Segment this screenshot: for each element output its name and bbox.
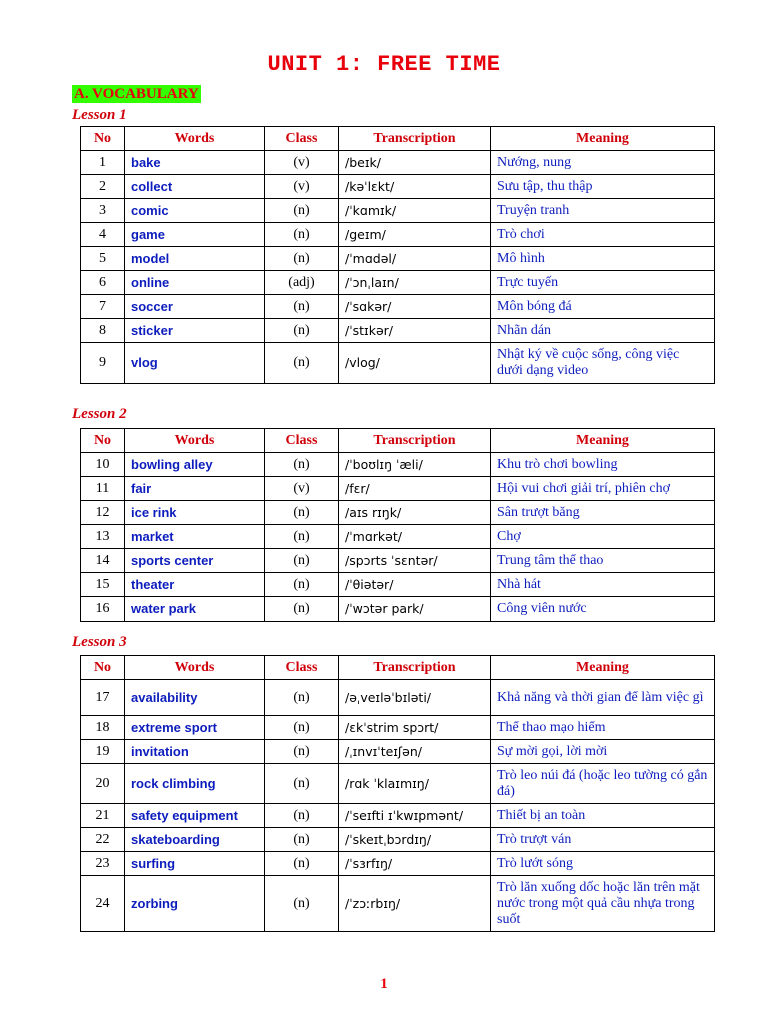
cell-class: (n) (265, 453, 339, 477)
table-row (81, 247, 715, 271)
cell-words: skateboarding (125, 828, 265, 852)
table-row (81, 549, 715, 573)
cell-words: zorbing (125, 876, 265, 932)
cell-class: (n) (265, 501, 339, 525)
column-header-transcription: Transcription (339, 656, 491, 680)
table-row (81, 271, 715, 295)
cell-meaning: Môn bóng đá (491, 295, 715, 319)
table-row (81, 876, 715, 932)
column-header-meaning: Meaning (491, 127, 715, 151)
cell-meaning: Hội vui chơi giải trí, phiên chợ (491, 477, 715, 501)
cell-words: collect (125, 175, 265, 199)
cell-class: (n) (265, 319, 339, 343)
cell-class: (n) (265, 199, 339, 223)
header-row (81, 127, 715, 151)
cell-no: 7 (81, 295, 125, 319)
cell-meaning: Trò lướt sóng (491, 852, 715, 876)
cell-transcription: /ˈzɔːrbɪŋ/ (339, 876, 491, 932)
cell-class: (adj) (265, 271, 339, 295)
cell-meaning: Thiết bị an toàn (491, 804, 715, 828)
cell-meaning: Trung tâm thể thao (491, 549, 715, 573)
cell-transcription: /rɑk ˈklaɪmɪŋ/ (339, 764, 491, 804)
lesson-1-table (80, 126, 715, 384)
cell-words: market (125, 525, 265, 549)
table-row (81, 175, 715, 199)
table-row (81, 804, 715, 828)
cell-no: 18 (81, 716, 125, 740)
cell-words: online (125, 271, 265, 295)
column-header-meaning: Meaning (491, 656, 715, 680)
cell-words: invitation (125, 740, 265, 764)
cell-words: availability (125, 680, 265, 716)
cell-meaning: Trực tuyến (491, 271, 715, 295)
cell-no: 6 (81, 271, 125, 295)
cell-transcription: /əˌveɪləˈbɪləti/ (339, 680, 491, 716)
cell-words: vlog (125, 343, 265, 384)
cell-class: (n) (265, 247, 339, 271)
cell-no: 5 (81, 247, 125, 271)
cell-class: (n) (265, 343, 339, 384)
cell-meaning: Trò chơi (491, 223, 715, 247)
cell-class: (v) (265, 477, 339, 501)
cell-class: (n) (265, 764, 339, 804)
cell-no: 23 (81, 852, 125, 876)
table-row (81, 828, 715, 852)
column-header-class: Class (265, 656, 339, 680)
cell-class: (n) (265, 852, 339, 876)
cell-class: (n) (265, 804, 339, 828)
cell-transcription: /fɛr/ (339, 477, 491, 501)
cell-transcription: /ɛkˈstrim spɔrt/ (339, 716, 491, 740)
cell-no: 4 (81, 223, 125, 247)
cell-transcription: /ˈkɑmɪk/ (339, 199, 491, 223)
cell-meaning: Nướng, nung (491, 151, 715, 175)
cell-words: model (125, 247, 265, 271)
cell-transcription: /aɪs rɪŋk/ (339, 501, 491, 525)
cell-no: 16 (81, 597, 125, 622)
table-row (81, 852, 715, 876)
cell-class: (n) (265, 828, 339, 852)
table-row (81, 453, 715, 477)
cell-class: (n) (265, 716, 339, 740)
cell-no: 22 (81, 828, 125, 852)
table-row (81, 151, 715, 175)
cell-words: comic (125, 199, 265, 223)
cell-class: (n) (265, 549, 339, 573)
cell-words: surfing (125, 852, 265, 876)
table-row (81, 740, 715, 764)
cell-no: 11 (81, 477, 125, 501)
cell-transcription: /vlog/ (339, 343, 491, 384)
cell-meaning: Thể thao mạo hiểm (491, 716, 715, 740)
cell-transcription: /ˌɪnvɪˈteɪʃən/ (339, 740, 491, 764)
cell-transcription: /ˈsɜrfɪŋ/ (339, 852, 491, 876)
cell-words: bowling alley (125, 453, 265, 477)
table-row (81, 295, 715, 319)
cell-no: 1 (81, 151, 125, 175)
cell-meaning: Nhật ký về cuộc sống, công việc dưới dạng video (491, 343, 715, 384)
cell-meaning: Khu trò chơi bowling (491, 453, 715, 477)
cell-words: ice rink (125, 501, 265, 525)
cell-no: 21 (81, 804, 125, 828)
cell-transcription: /ˈsɑkər/ (339, 295, 491, 319)
table-row (81, 525, 715, 549)
cell-transcription: /ˈboʊlɪŋ ˈæli/ (339, 453, 491, 477)
cell-transcription: /ˈwɔtər park/ (339, 597, 491, 622)
cell-transcription: /beɪk/ (339, 151, 491, 175)
cell-words: soccer (125, 295, 265, 319)
cell-class: (v) (265, 175, 339, 199)
column-header-words: Words (125, 656, 265, 680)
lesson-2-label: Lesson 2 (72, 406, 127, 422)
cell-no: 13 (81, 525, 125, 549)
column-header-words: Words (125, 429, 265, 453)
cell-transcription: /kəˈlɛkt/ (339, 175, 491, 199)
cell-meaning: Trò trượt ván (491, 828, 715, 852)
table-row (81, 501, 715, 525)
lesson-2-table (80, 428, 715, 622)
cell-meaning: Truyện tranh (491, 199, 715, 223)
cell-transcription: /ˈstɪkər/ (339, 319, 491, 343)
cell-meaning: Nhãn dán (491, 319, 715, 343)
cell-words: water park (125, 597, 265, 622)
cell-words: game (125, 223, 265, 247)
cell-meaning: Chợ (491, 525, 715, 549)
cell-transcription: /ˈmɑrkət/ (339, 525, 491, 549)
column-header-meaning: Meaning (491, 429, 715, 453)
header-row (81, 429, 715, 453)
cell-words: extreme sport (125, 716, 265, 740)
cell-meaning: Trò lăn xuống dốc hoặc lăn trên mặt nước trong một quả cầu nhựa trong suốt (491, 876, 715, 932)
cell-transcription: /ˈθiətər/ (339, 573, 491, 597)
cell-transcription: /ˈɔnˌlaɪn/ (339, 271, 491, 295)
column-header-no: No (81, 656, 125, 680)
table-row (81, 573, 715, 597)
table-row (81, 223, 715, 247)
cell-words: rock climbing (125, 764, 265, 804)
cell-no: 14 (81, 549, 125, 573)
table-row (81, 319, 715, 343)
cell-class: (n) (265, 295, 339, 319)
cell-class: (n) (265, 680, 339, 716)
cell-transcription: /ˈskeɪtˌbɔrdɪŋ/ (339, 828, 491, 852)
cell-transcription: /ˈseɪfti ɪˈkwɪpmənt/ (339, 804, 491, 828)
cell-meaning: Sân trượt băng (491, 501, 715, 525)
cell-no: 3 (81, 199, 125, 223)
page-title: UNIT 1: FREE TIME (267, 52, 501, 77)
cell-no: 15 (81, 573, 125, 597)
column-header-words: Words (125, 127, 265, 151)
cell-class: (n) (265, 573, 339, 597)
cell-no: 9 (81, 343, 125, 384)
cell-words: sports center (125, 549, 265, 573)
page-number: 1 (380, 976, 388, 992)
cell-words: sticker (125, 319, 265, 343)
column-header-no: No (81, 429, 125, 453)
table-row (81, 597, 715, 622)
column-header-class: Class (265, 127, 339, 151)
cell-class: (n) (265, 223, 339, 247)
cell-meaning: Sưu tập, thu thập (491, 175, 715, 199)
column-header-transcription: Transcription (339, 429, 491, 453)
cell-words: fair (125, 477, 265, 501)
cell-words: safety equipment (125, 804, 265, 828)
cell-transcription: /spɔrts ˈsɛntər/ (339, 549, 491, 573)
table-row (81, 343, 715, 384)
cell-no: 12 (81, 501, 125, 525)
cell-no: 20 (81, 764, 125, 804)
lesson-1-label: Lesson 1 (72, 107, 127, 123)
cell-meaning: Nhà hát (491, 573, 715, 597)
table-row (81, 199, 715, 223)
cell-no: 19 (81, 740, 125, 764)
column-header-class: Class (265, 429, 339, 453)
cell-words: theater (125, 573, 265, 597)
table-row (81, 477, 715, 501)
cell-meaning: Trò leo núi đá (hoặc leo tường có gắn đá) (491, 764, 715, 804)
cell-meaning: Khả năng và thời gian để làm việc gì (491, 680, 715, 716)
column-header-transcription: Transcription (339, 127, 491, 151)
cell-no: 17 (81, 680, 125, 716)
lesson-3-label: Lesson 3 (72, 634, 127, 650)
cell-meaning: Mô hình (491, 247, 715, 271)
lesson-3-table (80, 655, 715, 932)
table-row (81, 680, 715, 716)
cell-meaning: Sự mời gọi, lời mời (491, 740, 715, 764)
table-row (81, 716, 715, 740)
cell-class: (n) (265, 740, 339, 764)
section-heading: A. VOCABULARY (74, 86, 199, 102)
cell-no: 10 (81, 453, 125, 477)
cell-words: bake (125, 151, 265, 175)
cell-meaning: Công viên nước (491, 597, 715, 622)
cell-no: 2 (81, 175, 125, 199)
table-row (81, 764, 715, 804)
cell-class: (n) (265, 597, 339, 622)
cell-no: 8 (81, 319, 125, 343)
cell-transcription: /ˈmɑdəl/ (339, 247, 491, 271)
header-row (81, 656, 715, 680)
cell-class: (v) (265, 151, 339, 175)
cell-transcription: /geɪm/ (339, 223, 491, 247)
cell-no: 24 (81, 876, 125, 932)
cell-class: (n) (265, 525, 339, 549)
column-header-no: No (81, 127, 125, 151)
cell-class: (n) (265, 876, 339, 932)
